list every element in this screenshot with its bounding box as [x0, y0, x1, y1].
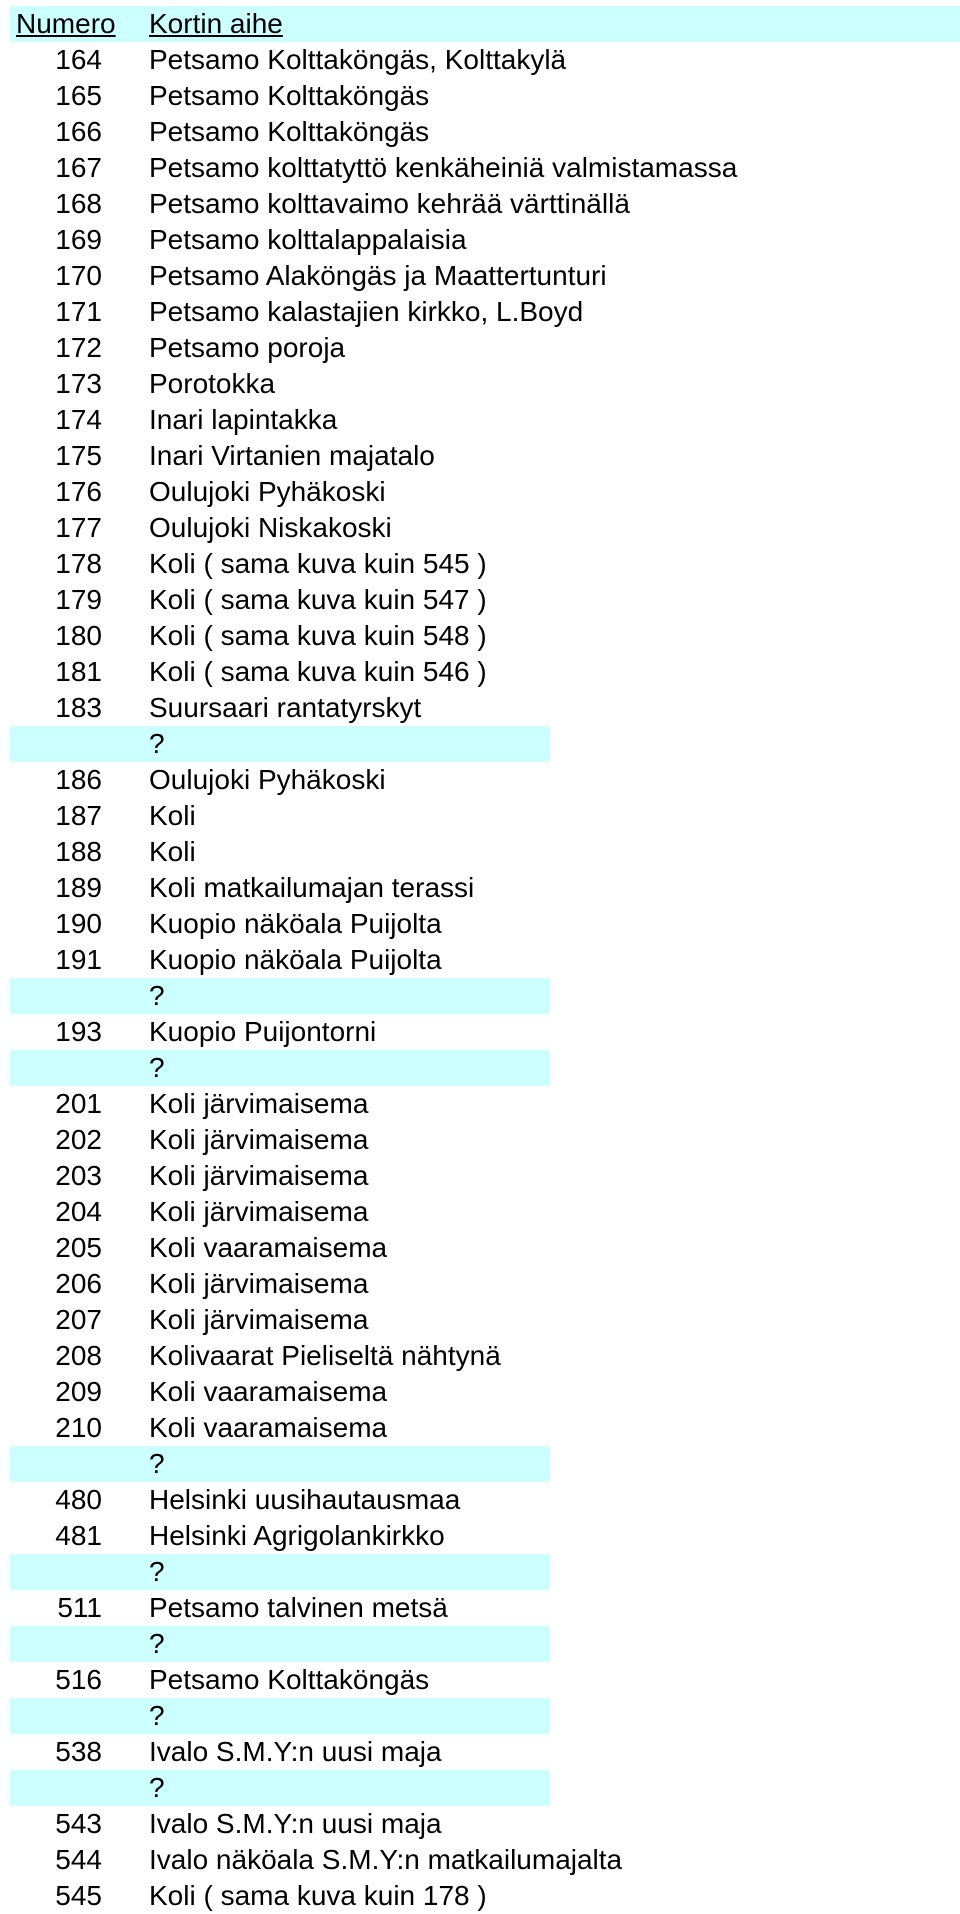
table-row — [0, 402, 960, 438]
row-topic: Petsamo kolttatyttö kenkäheiniä valmistamassa — [149, 152, 738, 183]
table-row — [0, 366, 960, 402]
row-number: 181 — [55, 656, 102, 687]
table-row — [0, 222, 960, 258]
table-row — [0, 654, 960, 690]
table-row — [0, 186, 960, 222]
row-topic: Koli — [149, 800, 196, 831]
row-topic: Petsamo Alaköngäs ja Maattertunturi — [149, 260, 607, 291]
table-row — [0, 330, 960, 366]
table-row — [0, 1230, 960, 1266]
row-number: 204 — [55, 1196, 102, 1227]
row-number: 187 — [55, 800, 102, 831]
table-row — [0, 78, 960, 114]
table-row — [0, 906, 960, 942]
table-row — [0, 546, 960, 582]
row-topic: Suursaari rantatyrskyt — [149, 692, 422, 723]
row-topic: Koli vaaramaisema — [149, 1376, 388, 1407]
table-row — [0, 1014, 960, 1050]
row-number: 172 — [55, 332, 102, 363]
table-row — [0, 1878, 960, 1914]
table-row — [0, 1410, 960, 1446]
row-number: 171 — [55, 296, 102, 327]
row-topic: Koli järvimaisema — [149, 1196, 369, 1227]
row-number: 167 — [55, 152, 102, 183]
row-number: 169 — [55, 224, 102, 255]
table-row — [0, 1338, 960, 1374]
row-topic: Kuopio Puijontorni — [149, 1016, 377, 1047]
row-topic: Oulujoki Niskakoski — [149, 512, 392, 543]
row-topic: ? — [149, 980, 165, 1011]
row-topic: ? — [149, 1052, 165, 1083]
table-row — [0, 1518, 960, 1554]
row-number: 208 — [55, 1340, 102, 1371]
row-number: 205 — [55, 1232, 102, 1263]
table-row — [0, 1194, 960, 1230]
table-row — [0, 1590, 960, 1626]
table-row — [0, 1086, 960, 1122]
row-topic: Petsamo kolttalappalaisia — [149, 224, 467, 255]
row-topic: Ivalo S.M.Y:n uusi maja — [149, 1736, 442, 1767]
row-topic: Helsinki uusihautausmaa — [149, 1484, 461, 1515]
row-topic: Koli järvimaisema — [149, 1088, 369, 1119]
row-topic: Koli — [149, 836, 196, 867]
table-row-unknown — [10, 1698, 550, 1734]
table-row — [0, 114, 960, 150]
row-topic: Ivalo näköala S.M.Y:n matkailumajalta — [149, 1844, 623, 1875]
row-number: 168 — [55, 188, 102, 219]
table-row — [0, 42, 960, 78]
row-topic: Ivalo S.M.Y:n uusi maja — [149, 1808, 442, 1839]
row-number: 538 — [55, 1736, 102, 1767]
row-number: 516 — [55, 1664, 102, 1695]
row-topic: Koli järvimaisema — [149, 1304, 369, 1335]
table-row — [0, 1842, 960, 1878]
row-topic: ? — [149, 1448, 165, 1479]
row-topic: Oulujoki Pyhäkoski — [149, 764, 386, 795]
table-row-unknown — [10, 726, 550, 762]
row-topic: Koli ( sama kuva kuin 545 ) — [149, 548, 487, 579]
row-topic: Petsamo kalastajien kirkko, L.Boyd — [149, 296, 584, 327]
row-topic: Koli järvimaisema — [149, 1124, 369, 1155]
row-topic: Oulujoki Pyhäkoski — [149, 476, 386, 507]
table-row — [0, 258, 960, 294]
row-number: 511 — [57, 1592, 102, 1623]
row-number: 174 — [55, 404, 102, 435]
row-topic: ? — [149, 1700, 165, 1731]
row-topic: Koli vaaramaisema — [149, 1232, 388, 1263]
table-row — [0, 690, 960, 726]
row-number: 203 — [55, 1160, 102, 1191]
table-row — [0, 1302, 960, 1338]
row-number: 543 — [55, 1808, 102, 1839]
table-row — [0, 438, 960, 474]
table-row — [0, 1158, 960, 1194]
row-number: 202 — [55, 1124, 102, 1155]
row-topic: ? — [149, 1556, 165, 1587]
row-topic: Kolivaarat Pieliseltä nähtynä — [149, 1340, 501, 1371]
row-topic: Koli ( sama kuva kuin 548 ) — [149, 620, 487, 651]
row-number: 164 — [55, 44, 102, 75]
row-topic: Koli ( sama kuva kuin 547 ) — [149, 584, 487, 615]
row-number: 176 — [55, 476, 102, 507]
row-number: 183 — [55, 692, 102, 723]
row-number: 544 — [55, 1844, 102, 1875]
row-topic: Koli vaaramaisema — [149, 1412, 388, 1443]
row-number: 179 — [55, 584, 102, 615]
table-row — [0, 870, 960, 906]
row-topic: Petsamo poroja — [149, 332, 346, 363]
header-number: Numero — [16, 8, 116, 39]
row-topic: Inari lapintakka — [149, 404, 338, 435]
table-row — [0, 762, 960, 798]
table-row — [0, 798, 960, 834]
row-topic: Koli matkailumajan terassi — [149, 872, 475, 903]
row-number: 175 — [55, 440, 102, 471]
row-number: 545 — [55, 1880, 102, 1911]
row-number: 170 — [55, 260, 102, 291]
table-row — [0, 618, 960, 654]
row-topic: Petsamo Kolttaköngäs — [149, 80, 430, 111]
row-number: 206 — [55, 1268, 102, 1299]
row-number: 189 — [55, 872, 102, 903]
table-row — [0, 582, 960, 618]
row-topic: Koli järvimaisema — [149, 1268, 369, 1299]
row-number: 166 — [55, 116, 102, 147]
row-topic: ? — [149, 1628, 165, 1659]
row-topic: Koli ( sama kuva kuin 546 ) — [149, 656, 487, 687]
table-row-unknown — [10, 1770, 550, 1806]
row-number: 165 — [55, 80, 102, 111]
table-header — [10, 6, 960, 42]
table-row-unknown — [10, 1554, 550, 1590]
row-topic: Koli ( sama kuva kuin 178 ) — [149, 1880, 487, 1911]
row-topic: Petsamo talvinen metsä — [149, 1592, 448, 1623]
row-topic: Kuopio näköala Puijolta — [149, 944, 442, 975]
row-number: 210 — [55, 1412, 102, 1443]
row-number: 186 — [55, 764, 102, 795]
table-row — [0, 1122, 960, 1158]
row-number: 193 — [55, 1016, 102, 1047]
table-row — [0, 510, 960, 546]
row-topic: Helsinki Agrigolankirkko — [149, 1520, 445, 1551]
header-topic: Kortin aihe — [149, 8, 283, 39]
row-number: 178 — [55, 548, 102, 579]
row-number: 180 — [55, 620, 102, 651]
row-topic: Koli järvimaisema — [149, 1160, 369, 1191]
table-row — [0, 1662, 960, 1698]
table-row — [0, 1806, 960, 1842]
row-number: 481 — [55, 1520, 102, 1551]
row-topic: Petsamo Kolttaköngäs — [149, 1664, 430, 1695]
table-row — [0, 1734, 960, 1770]
table-body — [0, 42, 960, 1914]
table-row — [0, 474, 960, 510]
row-topic: ? — [149, 1772, 165, 1803]
row-number: 209 — [55, 1376, 102, 1407]
row-topic: Petsamo Kolttaköngäs — [149, 116, 430, 147]
row-number: 201 — [55, 1088, 102, 1119]
row-topic: Kuopio näköala Puijolta — [149, 908, 442, 939]
row-topic: Porotokka — [149, 368, 276, 399]
row-number: 188 — [55, 836, 102, 867]
row-number: 190 — [55, 908, 102, 939]
table-row-unknown — [10, 978, 550, 1014]
row-number: 207 — [55, 1304, 102, 1335]
row-topic: ? — [149, 728, 165, 759]
table-row — [0, 942, 960, 978]
row-number: 480 — [55, 1484, 102, 1515]
table-row — [0, 1482, 960, 1518]
table-row — [0, 834, 960, 870]
table-row-unknown — [10, 1446, 550, 1482]
table-row — [0, 1266, 960, 1302]
row-number: 173 — [55, 368, 102, 399]
table-row-unknown — [10, 1050, 550, 1086]
table-row — [0, 150, 960, 186]
row-topic: Petsamo Kolttaköngäs, Kolttakylä — [149, 44, 567, 75]
table-row-unknown — [10, 1626, 550, 1662]
row-topic: Petsamo kolttavaimo kehrää värttinällä — [149, 188, 630, 219]
row-number: 177 — [55, 512, 102, 543]
row-topic: Inari Virtanien majatalo — [149, 440, 435, 471]
row-number: 191 — [55, 944, 102, 975]
table-row — [0, 1374, 960, 1410]
table-row — [0, 294, 960, 330]
